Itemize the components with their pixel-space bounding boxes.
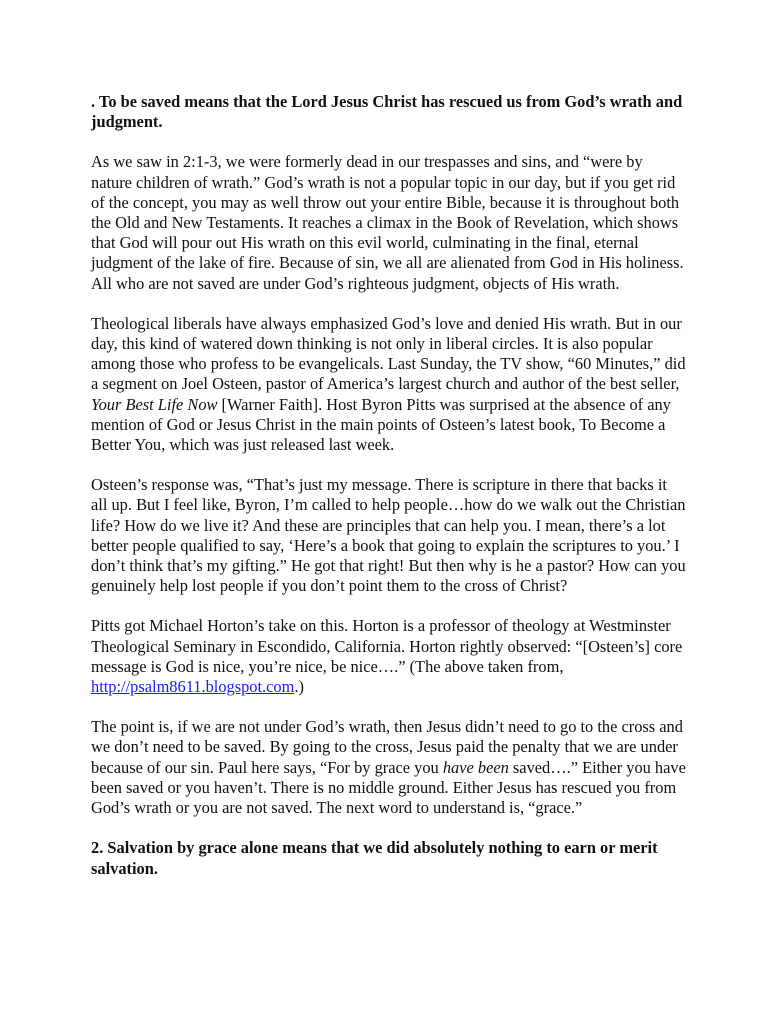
paragraph-text: [Warner Faith]. Host Byron Pitts was surprised at the absence of any mention of God or Jesus Christ in the main points of Osteen’s latest book, To Become a Better You, which was just released last week. [91,394,671,455]
paragraph-text: saved….” Either you have been saved or you haven’t. There is no middle ground. Either Jesus has rescued you from God’s wrath or you are not saved. The next word to understand is, “grace.” [91,757,686,818]
paragraph-theological-liberals [91,314,687,455]
paragraph-text: Pitts got Michael Horton’s take on this. Horton is a professor of theology at Westminster Theological Seminary in Escondido, California. Horton rightly observed: “[Osteen’s] core message is God is nice, you’re nice, be nice….” (The above taken from, [91,616,683,676]
paragraph-osteen-response: Osteen’s response was, “That’s just my message. There is scripture in there that backs it all up. But I feel like, Byron, I’m called to help people…how do we walk out the Christian life? How do we live it? And these are principles that can help you. I mean, there’s a lot better people qualified to say, ‘Here’s a book that going to explain the scriptures to you.’ I don’t think that’s my gifting.” He got that right! But then why is he a pastor? How can you genuinely help lost people if you don’t point them to the cross of Christ? [91,475,686,596]
paragraph-horton [91,616,687,697]
paragraph-the-point [91,717,687,818]
document-page [91,92,687,899]
paragraph-gods-wrath: As we saw in 2:1-3, we were formerly dead in our trespasses and sins, and “were by nature children of wrath.” God’s wrath is not a popular topic in our day, but if you get rid of the concept, you may as well throw out your entire Bible, because it is throughout both the Old and New Testaments. It reaches a climax in the Book of Revelation, which shows that God will pour out His wrath on this evil world, culminating in the final, eternal judgment of the lake of fire. Because of sin, we all are alienated from God in His holiness. All who are not saved are under God’s righteous judgment, objects of His wrath. [91,152,684,293]
book-title: Your Best Life Now [91,394,218,414]
paragraph-text: .) [294,677,304,697]
emphasis-text: have been [442,757,509,777]
section-heading-1: . To be saved means that the Lord Jesus Christ has rescued us from God’s wrath and judgment. [91,92,683,132]
paragraph-text: The point is, if we are not under God’s wrath, then Jesus didn’t need to go to the cross and we don’t need to be saved. By going to the cross, Jesus paid the penalty that we are under because of our sin. Paul here says, “For by grace you [91,717,683,777]
blog-link[interactable]: http://psalm8611.blogspot.com [91,677,295,697]
section-heading-2: 2. Salvation by grace alone means that we did absolutely nothing to earn or merit salvation. [91,838,658,878]
paragraph-text: Theological liberals have always emphasized God’s love and denied His wrath. But in our day, this kind of watered down thinking is not only in liberal circles. It is also popular among those who profess to be evangelicals. Last Sunday, the TV show, “60 Minutes,” did a segment on Joel Osteen, pastor of America’s largest church and author of the best seller, [91,313,686,394]
